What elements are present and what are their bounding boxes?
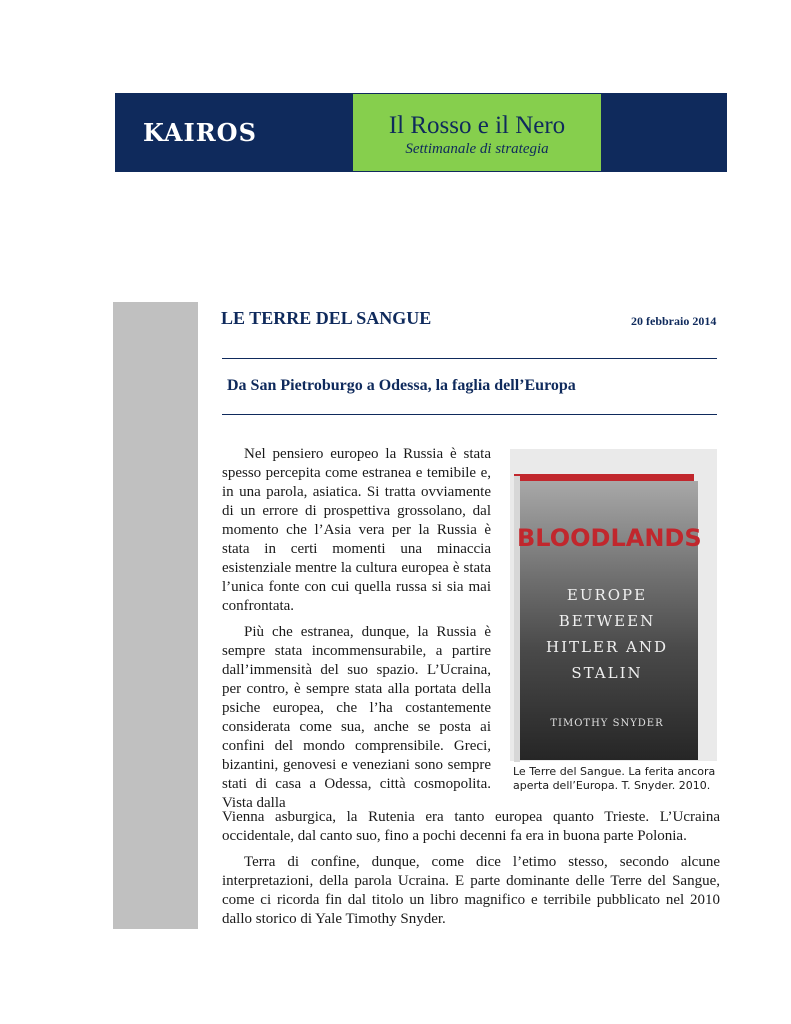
book-subtitle-line: HITLER AND xyxy=(546,638,668,656)
newsletter-title: Il Rosso e il Nero xyxy=(388,112,566,139)
logo-text: KAIROS xyxy=(143,118,257,147)
figure-caption: Le Terre del Sangue. La ferita ancora aperta dell’Europa. T. Snyder. 2010. xyxy=(513,765,716,792)
divider-bottom xyxy=(222,414,717,415)
divider-top xyxy=(222,358,717,359)
kairos-logo xyxy=(143,118,257,147)
article-continuation xyxy=(222,808,720,936)
book-title: BLOODLANDS xyxy=(517,524,702,552)
book-top-edge xyxy=(514,474,694,481)
book-subtitle-line: EUROPE xyxy=(566,586,648,604)
paragraph: Nel pensiero europeo la Russia è stata spesso percepita come estranea e temibile e, in una parola, asiatica. Si tratta ovviamente di un errore di prospettiva grossolano, dal momento che l’Asia vera per la Russia è stata in certi momenti una minaccia esistenziale mentre la cultura europea è stata l’unica fonte con cui quella russa si sia mai confrontata. xyxy=(222,446,491,614)
newsletter-subtitle: Settimanale di strategia xyxy=(405,141,549,157)
article-date: 20 febbraio 2014 xyxy=(631,314,717,328)
paragraph: Terra di confine, dunque, come dice l’etimo stesso, secondo alcune interpretazioni, della parola Ucraina. E parte dominante delle Terre del Sangue, come ci ricorda fin dal titolo un libro magnifico e terribile pubblicato nel 2010 dallo storico di Yale Timothy Snyder. xyxy=(222,854,720,927)
paragraph: Più che estranea, dunque, la Russia è sempre stata incommensurabile, a partire dall’immensità del suo spazio. L’Ucraina, per contro, è sempre stata alla portata della psiche europea, che l’ha costantemente considerata come sua, anche se posta ai confini del mondo comprensibile. Greci, bizantini, genovesi e veneziani sono sempre stati di casa a Odessa, città cosmopolita. Vista dalla xyxy=(222,624,491,811)
newsletter-title-box xyxy=(353,94,601,171)
side-bar xyxy=(113,302,198,929)
article-column xyxy=(222,445,491,820)
book-subtitle-line: BETWEEN xyxy=(558,612,656,630)
article-heading: LE TERRE DEL SANGUE xyxy=(221,308,432,328)
article-subheading: Da San Pietroburgo a Odessa, la faglia dell’Europa xyxy=(227,377,576,394)
book-subtitle-line: STALIN xyxy=(571,664,643,682)
paragraph: Vienna asburgica, la Rutenia era tanto europea quanto Trieste. L’Ucraina occidentale, dal canto suo, fino a pochi decenni fa era in buona parte Polonia. xyxy=(222,809,720,844)
book-subtitle xyxy=(517,582,697,686)
book-author: TIMOTHY SNYDER xyxy=(550,718,664,729)
